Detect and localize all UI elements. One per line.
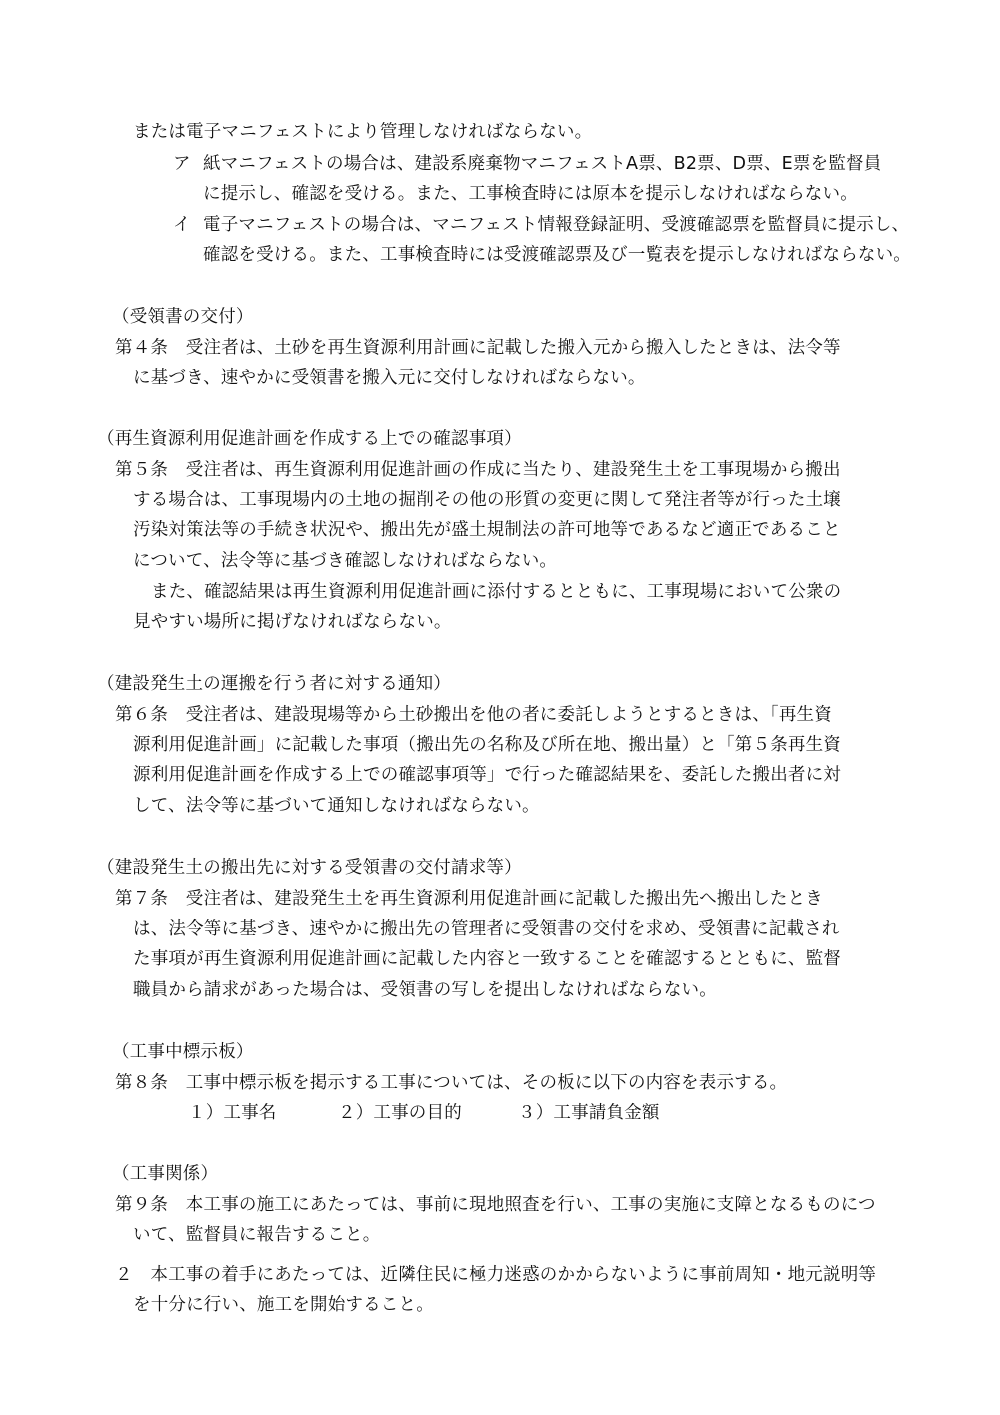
- item-i-line: 確認を受ける。また、工事検査時には受渡確認票及び一覧表を提示しなければならない。: [203, 245, 911, 265]
- item-a-line: 紙マニフェストの場合は、建設系廃棄物マニフェストA票、B2票、D票、E票を監督員: [203, 154, 882, 174]
- article-5-heading: （再生資源利用促進計画を作成する上での確認事項）: [97, 429, 522, 449]
- item-i-line: 電子マニフェストの場合は、マニフェスト情報登録証明、受渡確認票を監督員に提示し、: [203, 215, 910, 235]
- article-5-line: 汚染対策法等の手続き状況や、搬出先が盛土規制法の許可地等であるなど適正であること: [133, 520, 841, 540]
- article-4-line: 第４条 受注者は、土砂を再生資源利用計画に記載した搬入元から搬入したときは、法令等: [115, 338, 841, 358]
- article-5-line: する場合は、工事現場内の土地の掘削その他の形質の変更に関して発注者等が行った土壌: [133, 490, 841, 510]
- article-8-line: 第８条 工事中標示板を掲示する工事については、その板に以下の内容を表示する。: [115, 1073, 788, 1093]
- article-8-heading: （工事中標示板）: [112, 1042, 254, 1062]
- article-5-line: 第５条 受注者は、再生資源利用促進計画の作成に当たり、建設発生土を工事現場から搬出: [115, 460, 841, 480]
- item-a-mark: ア: [173, 154, 191, 174]
- article-4-line: に基づき、速やかに受領書を搬入元に交付しなければならない。: [133, 368, 646, 388]
- article-9-paragraph-2: を十分に行い、施工を開始すること。: [133, 1295, 434, 1315]
- article-6-line: 源利用促進計画を作成する上での確認事項等」で行った確認結果を、委託した搬出者に対: [133, 765, 841, 785]
- article-7-line: 第７条 受注者は、建設発生土を再生資源利用促進計画に記載した搬出先へ搬出したとき: [115, 889, 823, 909]
- article-7-line: は、法令等に基づき、速やかに搬出先の管理者に受領書の交付を求め、受領書に記載され: [133, 919, 840, 939]
- article-7-heading: （建設発生土の搬出先に対する受領書の交付請求等）: [97, 858, 522, 878]
- signboard-item: １）工事名: [188, 1103, 277, 1123]
- article-9-line: 第９条 本工事の施工にあたっては、事前に現地照査を行い、工事の実施に支障となるものにつ: [115, 1195, 876, 1215]
- article-6-line: 第６条 受注者は、建設現場等から土砂搬出を他の者に委託しようとするときは、「再生資: [115, 705, 832, 725]
- article-6-heading: （建設発生土の運搬を行う者に対する通知）: [97, 674, 451, 694]
- article-7-line: 職員から請求があった場合は、受領書の写しを提出しなければならない。: [133, 980, 717, 1000]
- article-7-line: た事項が再生資源利用促進計画に記載した内容と一致することを確認するとともに、監督: [133, 949, 841, 969]
- article-5-line: また、確認結果は再生資源利用促進計画に添付するとともに、工事現場において公衆の: [151, 582, 842, 602]
- article-5-line: 見やすい場所に掲げなければならない。: [133, 612, 452, 632]
- signboard-item: ２）工事の目的: [338, 1103, 462, 1123]
- signboard-item: ３）工事請負金額: [518, 1103, 660, 1123]
- article-6-line: 源利用促進計画」に記載した事項（搬出先の名称及び所在地、搬出量）と「第５条再生資: [133, 735, 841, 755]
- intro-line: または電子マニフェストにより管理しなければならない。: [133, 122, 593, 142]
- article-9-paragraph-2: ２ 本工事の着手にあたっては、近隣住民に極力迷惑のかからないように事前周知・地元説明等: [115, 1265, 877, 1285]
- article-4-heading: （受領書の交付）: [112, 307, 254, 327]
- article-5-line: について、法令等に基づき確認しなければならない。: [133, 551, 558, 571]
- item-i-mark: イ: [173, 215, 191, 235]
- article-6-line: して、法令等に基づいて通知しなければならない。: [133, 796, 540, 816]
- article-9-line: いて、監督員に報告すること。: [133, 1225, 381, 1245]
- item-a-line: に提示し、確認を受ける。また、工事検査時には原本を提示しなければならない。: [203, 184, 858, 204]
- article-9-heading: （工事関係）: [112, 1164, 219, 1184]
